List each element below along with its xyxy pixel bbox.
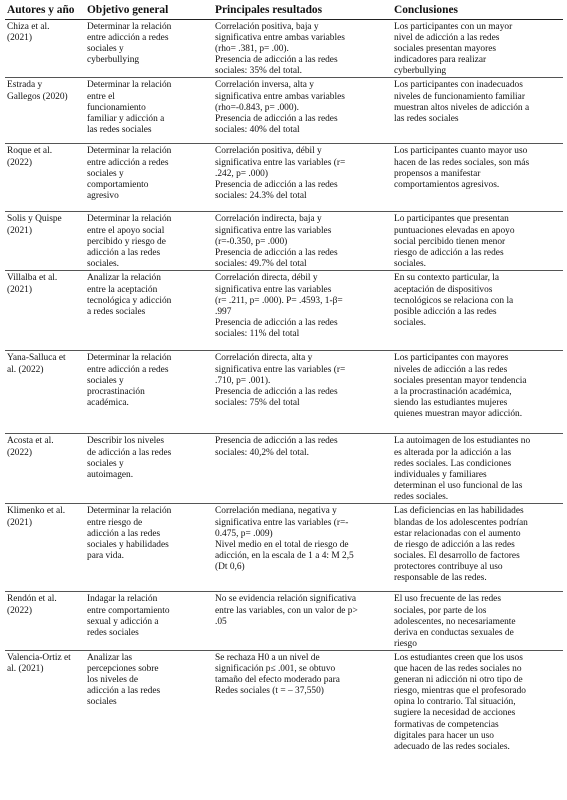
table-row xyxy=(5,271,563,351)
header-conclusions: Conclusiones xyxy=(392,3,563,20)
author-cell: Rendón et al. (2022) xyxy=(5,592,85,650)
table-row xyxy=(5,78,563,144)
objective-cell: Indagar la relación entre comportamiento sexual y adicción a redes sociales xyxy=(85,592,213,650)
conclusions-cell: Las deficiencias en las habilidades blandas de los adolescentes podrían estar relacionadas con el aumento de riesgo de adicción a las redes sociales. El desarrollo de factores protectores contribuye al uso responsable de las redes. xyxy=(392,504,563,592)
table-row xyxy=(5,351,563,434)
conclusions-cell: Los estudiantes creen que los usos que hacen de las redes sociales no generan ni adicción ni otro tipo de riesgo, mientras que el profesorado opina lo contrario. Tal situación, sugiere la necesidad de acciones formativas de competencias digitales para hacer un uso adecuado de las redes sociales. xyxy=(394,652,526,752)
conclusions-cell: En su contexto particular, la aceptación de dispositivos tecnológicos se relaciona con la posible adicción a las redes sociales. xyxy=(392,271,563,351)
objective-cell: Analizar las percepciones sobre los niveles de adicción a las redes sociales xyxy=(87,652,161,708)
objective-cell: Determinar la relación entre adicción a redes sociales y procrastinación académica. xyxy=(85,351,213,434)
table-row xyxy=(5,144,563,212)
results-cell: Correlación indirecta, baja y significativa entre las variables (r=-0.350, p= .000) Presencia de adicción a las redes sociales: 49.7% del total xyxy=(213,212,392,271)
table-header xyxy=(5,3,563,20)
objective-cell: Determinar la relación entre el apoyo social percibido y riesgo de adicción a las redes sociales. xyxy=(85,212,213,271)
author-cell: Villalba et al. (2021) xyxy=(5,271,85,351)
author-cell: Valencia-Ortiz et al. (2021) xyxy=(7,652,71,675)
header-results: Principales resultados xyxy=(213,3,392,20)
results-cell: Correlación positiva, débil y significativa entre las variables (r= .242, p= .000) Presencia de adicción a las redes sociales: 24.3% del total xyxy=(213,144,392,212)
conclusions-cell: Los participantes con inadecuados niveles de funcionamiento familiar muestran altos niveles de adicción a las redes sociales xyxy=(392,78,563,144)
table-row xyxy=(5,434,563,504)
objective-cell: Analizar la relación entre la aceptación tecnológica y adicción a redes sociales xyxy=(85,271,213,351)
header-row xyxy=(5,3,563,20)
table-row xyxy=(5,20,563,78)
results-cell: Correlación directa, alta y significativa entre las variables (r= .710, p= .001). Presencia de adicción a las redes sociales: 75% del total xyxy=(213,351,392,434)
conclusions-cell: Los participantes con un mayor nivel de adicción a las redes sociales presentan mayores indicadores para realizar cyberbullying xyxy=(392,20,563,78)
results-cell: Se rechaza H0 a un nivel de significación p≤ .001, se obtuvo tamaño del efecto moderado para Redes sociales (t = – 37,550) xyxy=(215,652,340,697)
objective-cell: Determinar la relación entre riesgo de adicción a las redes sociales y habilidades para vida. xyxy=(85,504,213,592)
conclusions-cell: Los participantes con mayores niveles de adicción a las redes sociales presentan mayor tendencia a la procrastinación académica, siendo las estudiantes mujeres quienes muestran mayor adicción. xyxy=(392,351,563,434)
results-cell: Correlación positiva, baja y significativa entre ambas variables (rho= .381, p= .00). Presencia de adicción a las redes sociales: 35% del total. xyxy=(213,20,392,78)
results-table xyxy=(5,3,563,795)
author-cell: Chiza et al. (2021) xyxy=(5,20,85,78)
header-authors: Autores y año xyxy=(5,3,85,20)
table-row xyxy=(5,650,563,795)
objective-cell: Describir los niveles de adicción a las redes sociales y autoimagen. xyxy=(85,434,213,504)
author-cell: Acosta et al. (2022) xyxy=(5,434,85,504)
author-cell: Roque et al. (2022) xyxy=(5,144,85,212)
results-cell: Correlación mediana, negativa y significativa entre las variables (r=- 0.475, p= .009) Nivel medio en el total de riesgo de adicción, en la escala de 1 a 4: M 2,5 (Dt 0,6) xyxy=(213,504,392,592)
results-cell: Correlación directa, débil y significativa entre las variables (r= .211, p= .000). P= .4593, 1-β= .997 Presencia de adicción a las redes sociales: 11% del total xyxy=(213,271,392,351)
conclusions-cell: La autoimagen de los estudiantes no es alterada por la adicción a las redes sociales. Las condiciones individuales y familiares determinan el uso funcional de las redes sociales. xyxy=(392,434,563,504)
objective-cell: Determinar la relación entre adicción a redes sociales y comportamiento agresivo xyxy=(85,144,213,212)
conclusions-cell: Los participantes cuanto mayor uso hacen de las redes sociales, son más propensos a manifestar comportamientos agresivos. xyxy=(392,144,563,212)
results-cell: Correlación inversa, alta y significativa entre ambas variables (rho=-0.843, p= .000). Presencia de adicción a las redes sociales: 40% del total xyxy=(213,78,392,144)
table-row xyxy=(5,592,563,650)
table-body xyxy=(5,20,563,796)
results-cell: No se evidencia relación significativa entre las variables, con un valor de p> .05 xyxy=(213,592,392,650)
objective-cell: Determinar la relación entre el funcionamiento familiar y adicción a las redes sociales xyxy=(85,78,213,144)
table-row xyxy=(5,212,563,271)
objective-cell: Determinar la relación entre adicción a redes sociales y cyberbullying xyxy=(85,20,213,78)
author-cell: Yana-Salluca et al. (2022) xyxy=(5,351,85,434)
conclusions-cell: El uso frecuente de las redes sociales, por parte de los adolescentes, no necesariamente deriva en conductas sexuales de riesgo xyxy=(392,592,563,650)
header-objective: Objetivo general xyxy=(85,3,213,20)
conclusions-cell: Lo participantes que presentan puntuaciones elevadas en apoyo social percibido tienen menor riesgo de adicción a las redes sociales. xyxy=(392,212,563,271)
author-cell: Estrada y Gallegos (2020) xyxy=(5,78,85,144)
results-cell: Presencia de adicción a las redes sociales: 40,2% del total. xyxy=(213,434,392,504)
table-row xyxy=(5,504,563,592)
author-cell: Solis y Quispe (2021) xyxy=(5,212,85,271)
author-cell: Klimenko et al. (2021) xyxy=(5,504,85,592)
